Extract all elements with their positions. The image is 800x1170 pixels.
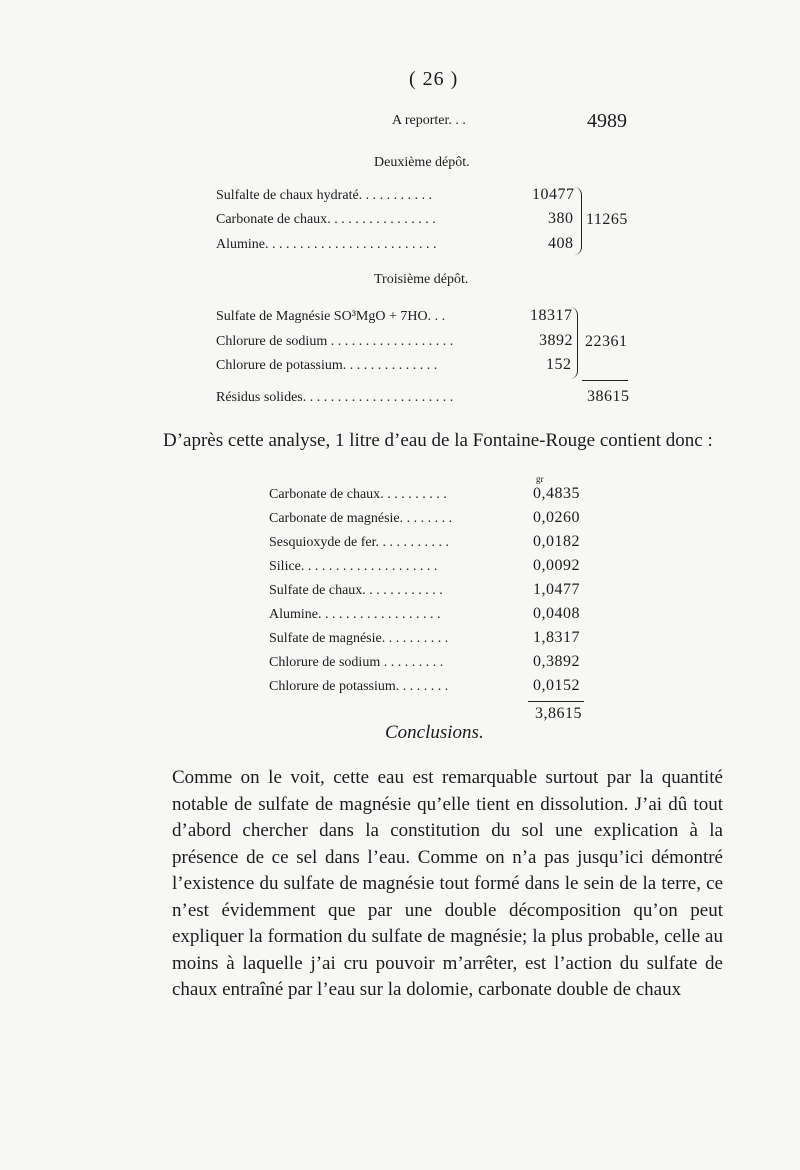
carry-value: 4989 [587, 110, 627, 132]
composition-rule [528, 701, 584, 702]
residus-rule [582, 380, 628, 381]
composition-row-value: 1,0477 [533, 581, 580, 598]
deposit3-title: Troisième dépôt. [374, 272, 469, 287]
composition-row-name: Sulfate de magnésie. . . . . . . . . . [269, 631, 449, 646]
deposit3-row-value: 152 [546, 356, 572, 373]
deposit2-title: Deuxième dépôt. [374, 155, 470, 170]
deposit2-row-name: Carbonate de chaux. . . . . . . . . . . . . . . . [216, 212, 436, 227]
deposit3-brace [570, 307, 578, 379]
composition-row-name: Carbonate de magnésie. . . . . . . . [269, 511, 453, 526]
conclusions-title: Conclusions. [385, 722, 484, 743]
deposit3-row-value: 18317 [530, 307, 573, 324]
composition-row-name: Carbonate de chaux. . . . . . . . . . [269, 487, 447, 502]
deposit3-row-value: 3892 [539, 332, 573, 349]
intro-paragraph: D’après cette analyse, 1 litre d’eau de la Fontaine-Rouge contient donc : [163, 430, 713, 451]
unit-label: gr [536, 474, 544, 484]
deposit2-total: 11265 [586, 211, 628, 228]
composition-row-value: 0,0152 [533, 677, 580, 694]
composition-row-value: 0,3892 [533, 653, 580, 670]
deposit2-row-name: Alumine. . . . . . . . . . . . . . . . . . . . . . . . . [216, 237, 437, 252]
composition-row-value: 0,0182 [533, 533, 580, 550]
residus-label: Résidus solides. . . . . . . . . . . . . . . . . . . . . . [216, 390, 454, 405]
carry-label: A reporter. . . [392, 113, 466, 128]
composition-total: 3,8615 [535, 705, 582, 722]
composition-row-value: 1,8317 [533, 629, 580, 646]
composition-row-name: Chlorure de sodium . . . . . . . . . [269, 655, 444, 670]
deposit3-total: 22361 [585, 333, 628, 350]
deposit2-row-value: 380 [548, 210, 574, 227]
deposit3-row-name: Sulfate de Magnésie SO³MgO + 7HO. . . [216, 309, 446, 324]
composition-row-value: 0,0092 [533, 557, 580, 574]
deposit2-row-name: Sulfalte de chaux hydraté. . . . . . . . . . . [216, 188, 433, 203]
composition-row-name: Chlorure de potassium. . . . . . . . [269, 679, 449, 694]
page-number: ( 26 ) [409, 68, 459, 90]
composition-row-value: 0,4835 [533, 485, 580, 502]
composition-row-name: Alumine. . . . . . . . . . . . . . . . . . [269, 607, 441, 622]
deposit3-row-name: Chlorure de potassium. . . . . . . . . . . . . . [216, 358, 438, 373]
deposit3-row-name: Chlorure de sodium . . . . . . . . . . . . . . . . . . [216, 334, 454, 349]
composition-row-value: 0,0408 [533, 605, 580, 622]
deposit2-row-value: 408 [548, 235, 574, 252]
composition-row-name: Sesquioxyde de fer. . . . . . . . . . . [269, 535, 450, 550]
composition-row-name: Silice. . . . . . . . . . . . . . . . . . . . [269, 559, 438, 574]
composition-row-value: 0,0260 [533, 509, 580, 526]
deposit2-row-value: 10477 [532, 186, 575, 203]
residus-value: 38615 [587, 388, 630, 405]
conclusions-paragraph: Comme on le voit, cette eau est remarquable surtout par la quantité notable de sulfate de magnésie qu’elle tient en dissolution. J’ai dû tout d’abord chercher dans la constitution du sol une explication à la présence de ce sel dans l’eau. Comme on n’a pas jusqu’ici démontré l’existence du sulfate de magnésie tout formé dans le sein de la terre, ce n’est évidemment que par une double décomposition qu’on peut expliquer la formation du sulfate de magnésie; la plus probable, celle au moins à laquelle j’ai cru pouvoir m’arrêter, est l’action du sulfate de chaux entraîné par l’eau sur la dolomie, carbonate double de chaux [172, 767, 723, 1000]
deposit2-brace [574, 187, 582, 255]
composition-row-name: Sulfate de chaux. . . . . . . . . . . . [269, 583, 443, 598]
